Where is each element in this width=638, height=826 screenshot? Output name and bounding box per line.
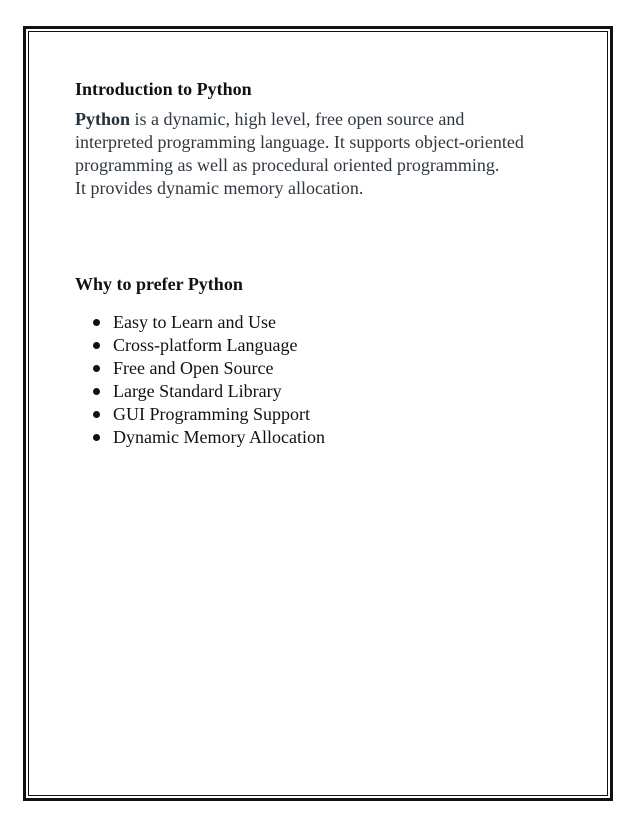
bullet-icon bbox=[93, 388, 100, 395]
python-lead-word: Python bbox=[75, 109, 131, 129]
bullet-icon bbox=[93, 342, 100, 349]
list-item bbox=[93, 403, 575, 426]
features-list bbox=[75, 311, 575, 449]
list-item bbox=[93, 357, 575, 380]
list-item-text: Cross-platform Language bbox=[113, 335, 298, 355]
list-item bbox=[93, 380, 575, 403]
bullet-icon bbox=[93, 411, 100, 418]
list-item bbox=[93, 334, 575, 357]
intro-line-4: It provides dynamic memory allocation. bbox=[75, 178, 364, 198]
intro-line-1 bbox=[75, 108, 575, 131]
bullet-icon bbox=[93, 319, 100, 326]
why-heading: Why to prefer Python bbox=[75, 274, 243, 294]
intro-line-1-text: is a dynamic, high level, free open source and bbox=[130, 109, 465, 129]
list-item bbox=[93, 426, 575, 449]
intro-line-3: programming as well as procedural oriented programming. bbox=[75, 155, 500, 175]
list-item bbox=[93, 311, 575, 334]
bullet-icon bbox=[93, 434, 100, 441]
intro-heading: Introduction to Python bbox=[75, 79, 252, 99]
document-content bbox=[75, 76, 575, 449]
intro-paragraph bbox=[75, 108, 575, 200]
list-item-text: Easy to Learn and Use bbox=[113, 312, 276, 332]
list-item-text: Free and Open Source bbox=[113, 358, 274, 378]
intro-line-2: interpreted programming language. It supports object-oriented bbox=[75, 132, 524, 152]
list-item-text: GUI Programming Support bbox=[113, 404, 310, 424]
list-item-text: Dynamic Memory Allocation bbox=[113, 427, 325, 447]
bullet-icon bbox=[93, 365, 100, 372]
list-item-text: Large Standard Library bbox=[113, 381, 282, 401]
